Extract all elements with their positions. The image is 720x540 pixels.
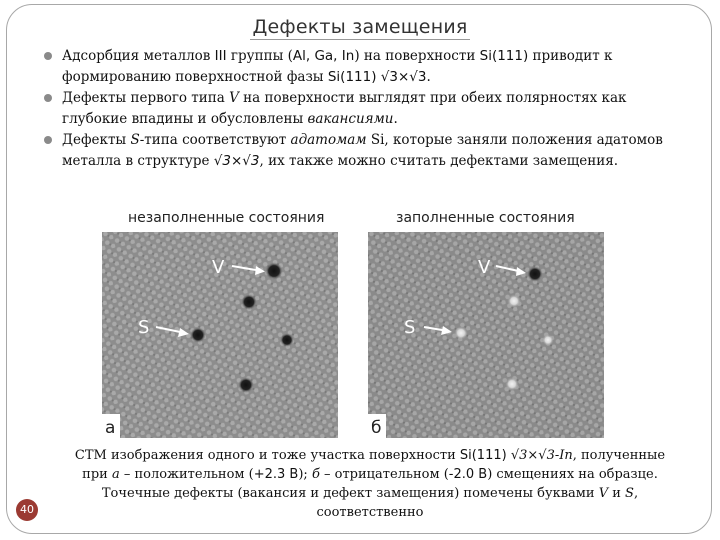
vacancy-defect: [241, 294, 257, 310]
bullet-list: [44, 46, 684, 172]
vacancy-defect: [238, 377, 254, 393]
vacancy-defect: [280, 333, 294, 347]
panel-tag-a: а: [105, 418, 116, 438]
stm-image-b: [368, 232, 604, 438]
bright-defect: [505, 377, 519, 391]
bright-defect: [542, 334, 554, 346]
substitution-defect: [454, 326, 468, 340]
label-filled-states: заполненные состояния: [396, 210, 575, 226]
slide-title: Дефекты замещения: [252, 16, 468, 38]
bullet-adsorption: Адсорбция металлов III группы (Al, Ga, In) на поверхности Si(111) приводит к формированию поверхностной фазы Si(111) √3×√3.: [44, 46, 684, 87]
panel-tag-b: б: [371, 418, 382, 438]
label-empty-states: незаполненные состояния: [128, 210, 325, 226]
marker-v: V: [212, 257, 225, 278]
bullet-vacancy: Дефекты первого типа V на поверхности выглядят при обеих полярностях как глубокие впадины и обусловлены вакансиями.: [44, 88, 684, 129]
bullet-substitution: Дефекты S-типа соответствуют адатомам Si, которые заняли положения адатомов металла в структуре √3×√3, их также можно считать дефектами замещения.: [44, 130, 684, 171]
substitution-defect: [190, 327, 206, 343]
bright-defect: [507, 294, 521, 308]
marker-s: S: [404, 317, 416, 338]
marker-v: V: [478, 257, 491, 278]
marker-s: S: [138, 317, 150, 338]
vacancy-defect: [265, 262, 283, 280]
vacancy-defect: [527, 266, 543, 282]
stm-image-a: [102, 232, 338, 438]
page-number: 40: [16, 499, 38, 521]
figure-caption: СТМ изображения одного и тоже участка поверхности Si(111) √3×√3-In, полученные при а – положительном (+2.3 В); б – отрицательном (-2.0 В) смещениях на образце. Точечные дефекты (вакансия и дефект замещения) помечены буквами V и S, соответственно: [74, 448, 666, 520]
